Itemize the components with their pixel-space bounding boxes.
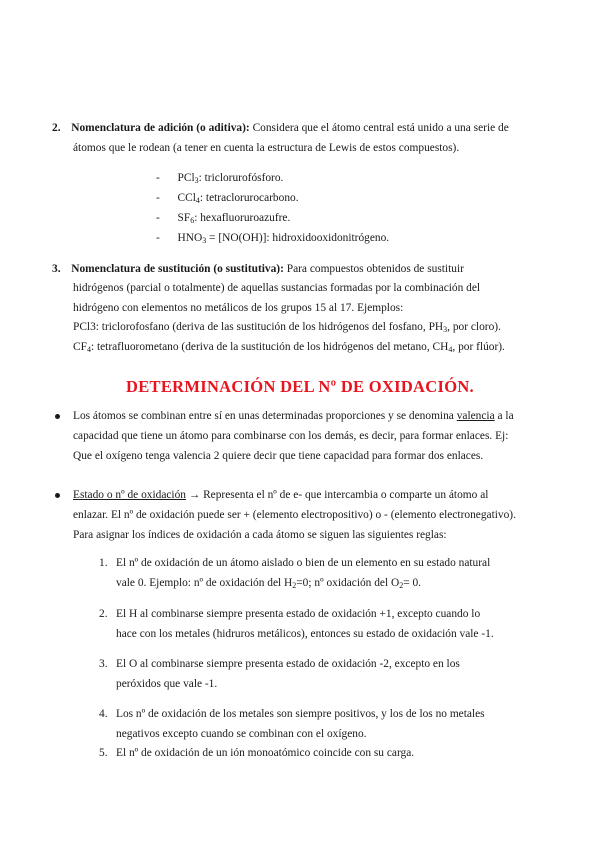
- rule-number: 1.: [99, 557, 108, 569]
- section-3-line-4: PCl3: triclorofosfano (deriva de las sustitución de los hidrógenos del fosfano, $PH_3$, por cloro).: [73, 321, 501, 334]
- example-item: - $HNO_3 = [NO(OH)]$: hidroxidooxidonitrógeno.: [156, 232, 390, 245]
- bullet-1-line-2: capacidad que tiene un átomo para combinarse con los demás, es decir, para formar enlaces. Ej:: [73, 430, 509, 442]
- section-2-line-1: [52, 121, 509, 135]
- bullet-2-line-3: Para asignar los índices de oxidación a cada átomo se siguen las siguientes reglas:: [73, 529, 447, 541]
- section-3-line-5: $CF_4$: tetrafluorometano (deriva de la sustitución de los hidrógenos del metano, $CH_4$, por flúor).: [73, 341, 505, 354]
- rule-2-line-2: hace con los metales (hidruros metálicos), entonces su estado de oxidación vale -1.: [116, 628, 494, 640]
- bullet-icon: [55, 414, 60, 419]
- rule-number: 4.: [99, 708, 108, 720]
- section-3-heading: Nomenclatura de sustitución (o sustitutiva):: [71, 263, 284, 275]
- section-3-line-2: hidrógenos (parcial o totalmente) de aquellas sustancias formadas por la combinación del: [73, 282, 481, 294]
- rule-4-line-2: negativos excepto cuando se combinan con el oxígeno.: [116, 728, 367, 740]
- arrow-icon: →: [185, 489, 204, 501]
- rule-3-line-2: peróxidos que vale -1.: [116, 678, 218, 690]
- rule-2-line-1: El H al combinarse siempre presenta estado de oxidación +1, excepto cuando lo: [116, 608, 481, 620]
- section-2-heading: Nomenclatura de adición (o aditiva):: [71, 122, 250, 134]
- valencia-term: valencia: [456, 410, 495, 422]
- bullet-icon: [55, 493, 60, 498]
- section-2-line-2: átomos que le rodean (a tener en cuenta la estructura de Lewis de estos compuestos).: [73, 142, 460, 154]
- bullet-1-line-3: Que el oxígeno tenga valencia 2 quiere decir que tiene capacidad para formar dos enlaces.: [73, 450, 484, 462]
- section-title: DETERMINACIÓN DEL Nº DE OXIDACIÓN.: [126, 377, 474, 396]
- example-item: - $SF_6$: hexafluoruroazufre.: [156, 212, 291, 225]
- bullet-2-line-1: Estado o nº de oxidación → Representa el nº de e- que intercambia o comparte un átomo al: [73, 489, 489, 501]
- section-3-number: 3.: [52, 263, 61, 275]
- rule-4-line-1: Los nº de oxidación de los metales son siempre positivos, y los de los no metales: [116, 708, 485, 720]
- rule-1-line-2: vale 0. Ejemplo: nº de oxidación del $H_2=0$; nº oxidación del $O_2= 0$.: [116, 577, 422, 590]
- rule-number: 5.: [99, 747, 108, 759]
- rule-number: 3.: [99, 658, 108, 670]
- rule-5-line-1: El nº de oxidación de un ión monoatómico coincide con su carga.: [116, 747, 415, 759]
- section-3-line-3: hidrógeno con elementos no metálicos de los grupos 15 al 17. Ejemplos:: [73, 302, 404, 314]
- section-2-text: Considera que el átomo central está unido a una serie de: [249, 122, 509, 134]
- section-2-number: 2.: [52, 122, 61, 134]
- section-3-text: Para compuestos obtenidos de sustituir: [283, 263, 464, 275]
- bullet-1-line-1: Los átomos se combinan entre sí en unas determinadas proporciones y se denomina valencia a la: [73, 410, 514, 422]
- rule-1-line-1: El nº de oxidación de un átomo aislado o bien de un elemento en su estado natural: [116, 557, 491, 569]
- example-item: - CCl$_4$: tetraclorurocarbono.: [156, 192, 299, 205]
- rule-number: 2.: [99, 608, 108, 620]
- rule-3-line-1: El O al combinarse siempre presenta estado de oxidación -2, excepto en los: [116, 658, 460, 670]
- oxidation-state-term: Estado o nº de oxidación: [73, 489, 186, 501]
- section-3-line-1: [52, 262, 464, 276]
- example-item: - PCl$_3$: triclorurofósforo.: [156, 172, 284, 185]
- bullet-2-line-2: enlazar. El nº de oxidación puede ser + (elemento electropositivo) o - (elemento electronegativo).: [73, 509, 516, 521]
